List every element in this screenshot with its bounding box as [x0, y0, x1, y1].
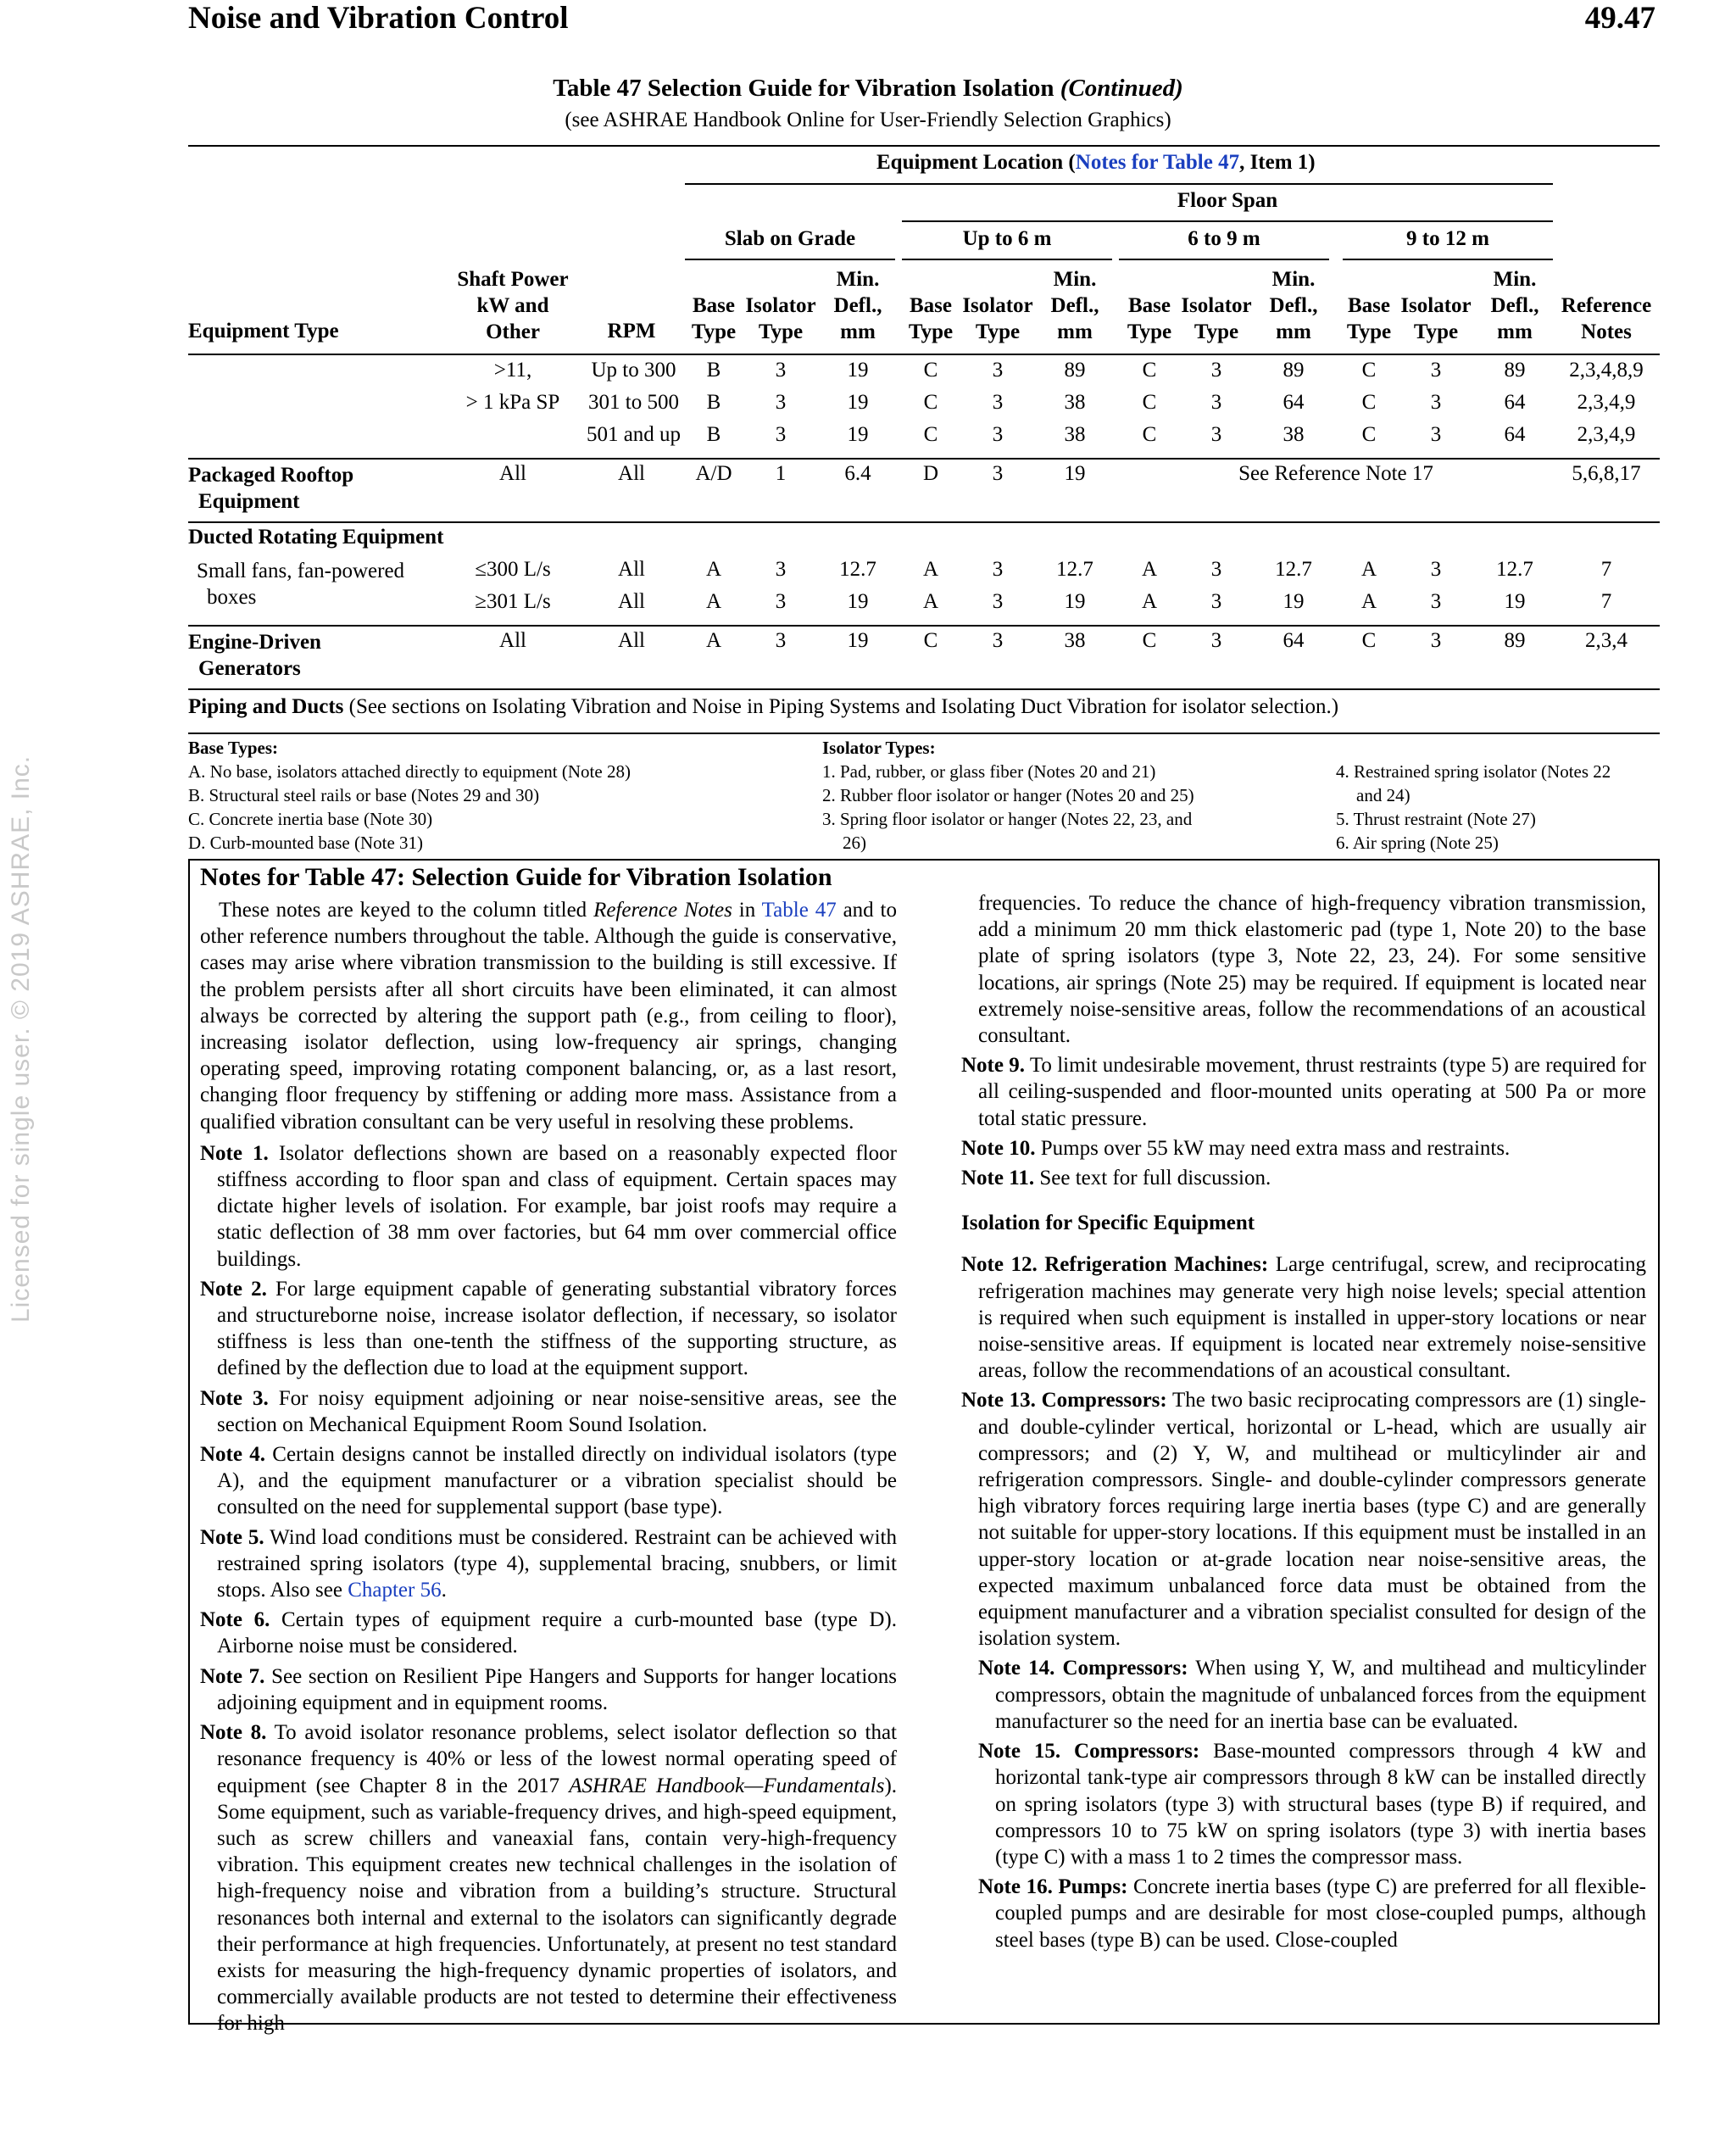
row-1-val-7: 3 [1210, 391, 1222, 414]
9to12-rule [1343, 259, 1553, 260]
rooftop-val-5: 19 [1064, 462, 1086, 485]
ducted-row-0-val-8: 12.7 [1275, 558, 1312, 581]
row-1-val-3: C [923, 391, 938, 414]
row-1-val-0: B [706, 391, 721, 414]
col-equipment-type: Equipment Type [188, 320, 339, 343]
rooftop-val-1: 1 [775, 462, 787, 485]
page-number: 49.47 [1584, 1, 1655, 36]
notes-table-47-link[interactable]: Notes for Table 47 [1075, 151, 1240, 174]
col-isolator-type-g3: Isolator Type [1400, 294, 1472, 343]
row-0-val-4: 3 [992, 359, 1004, 382]
row-1-power: > 1 kPa SP [465, 391, 560, 414]
note-3: Note 3. For noisy equipment adjoining or near noise-sensitive areas, see the section on Mechanical Equipment Room Sound Isolation. [200, 1386, 897, 1436]
row-2-val-7: 3 [1210, 423, 1222, 446]
isolation-specific-equipment-heading: Isolation for Specific Equipment [961, 1212, 1255, 1235]
row-2-rpm: 501 and up [586, 423, 682, 446]
row-2-val-9: C [1361, 423, 1377, 446]
rule-after-engine [188, 688, 1660, 690]
group-9-to-12m: 9 to 12 m [1406, 227, 1489, 250]
row-1-reference: 2,3,4,9 [1577, 391, 1636, 414]
engine-val-5: 38 [1064, 629, 1086, 652]
ducted-row-1-val-5: 19 [1064, 590, 1086, 613]
note-8-continued: frequencies. To reduce the chance of high-frequency vibration transmission, add a minimum 20 mm thick elastomeric pad (type 1, Note 20) to the base plate of spring isolators (type 3, Note 22, 23, 24). For some sensitive locations, air springs (Note 25) may be required. If equipment is located near extremely noise-sensitive areas, follow the recommendations of an acoustical consultant. [978, 892, 1646, 1048]
col-isolator-type-g1: Isolator Type [962, 294, 1033, 343]
row-0-val-8: 89 [1283, 359, 1305, 382]
note-10: Note 10. Pumps over 55 kW may need extra mass and restraints. [961, 1136, 1511, 1160]
engine-val-10: 3 [1430, 629, 1442, 652]
ducted-row-1-val-0: A [705, 590, 722, 613]
col-reference-notes: Reference Notes [1561, 294, 1652, 343]
row-1-val-4: 3 [992, 391, 1004, 414]
row-1-val-11: 64 [1504, 391, 1526, 414]
row-1-val-10: 3 [1430, 391, 1442, 414]
ducted-row-1-val-10: 3 [1430, 590, 1442, 613]
engine-power: All [499, 629, 526, 652]
ducted-row-0-val-1: 3 [775, 558, 787, 581]
row-1-val-1: 3 [775, 391, 787, 414]
note-11: Note 11. See text for full discussion. [961, 1167, 1271, 1190]
engine-rpm: All [618, 629, 645, 652]
note-14: Note 14. Compressors: When using Y, W, and multihead and multicylinder compressors, obtain the magnitude of unbalanced forces from the equipment manufacturer so the need for an inertia base can be evaluated. [978, 1657, 1647, 1733]
table-title-continued: (Continued) [1060, 75, 1183, 102]
note-5: Note 5. Wind load conditions must be considered. Restraint can be achieved with restrained spring isolators (type 4), supplemental bracing, snubbers, or limit stops. Also see Chapter 56. [200, 1525, 898, 1602]
row-1-val-5: 38 [1064, 391, 1086, 414]
ducted-row-0-val-9: A [1360, 558, 1377, 581]
note-15: Note 15. Compressors: Base-mounted compressors through 4 kW and horizontal tank-type air compressors through 8 kW can be installed directly on spring isolators (type 3) with structural bases (type B) if required, and compressors 10 to 75 kW on spring isolators (type 3) with inertia bases (type C) with a mass 1 to 2 times the compressor mass. [978, 1740, 1646, 1869]
table-bottom-rule [188, 733, 1660, 734]
ducted-row-1-reference: 7 [1600, 590, 1612, 613]
ducted-row-0-reference: 7 [1600, 558, 1612, 581]
notes-title: Notes for Table 47: Selection Guide for Vibration Isolation [200, 863, 832, 891]
engine-val-0: A [705, 629, 722, 652]
table-47-link[interactable]: Table 47 [761, 899, 837, 922]
ducted-row-1-val-3: A [922, 590, 939, 613]
row-0-val-5: 89 [1064, 359, 1086, 382]
row-0-rpm: Up to 300 [591, 359, 676, 382]
row-2-val-10: 3 [1430, 423, 1442, 446]
ducted-row-0-val-10: 3 [1430, 558, 1442, 581]
license-watermark: Licensed for single user. © 2019 ASHRAE, Inc. [7, 755, 35, 1323]
engine-val-3: C [923, 629, 938, 652]
rooftop-val-0: A/D [695, 462, 732, 485]
row-2-val-0: B [706, 423, 721, 446]
col-base-type-g1: Base Type [908, 294, 954, 343]
row-0-val-6: C [1142, 359, 1157, 382]
row-2-val-8: 38 [1283, 423, 1305, 446]
equipment-location-header: Equipment Location (Notes for Table 47, Item 1) [876, 151, 1316, 174]
col-isolator-type-g2: Isolator Type [1181, 294, 1252, 343]
col-base-type-g2: Base Type [1127, 294, 1172, 343]
rule-after-first-rows [188, 458, 1660, 460]
ducted-row-0-val-0: A [705, 558, 722, 581]
engine-val-8: 64 [1283, 629, 1305, 652]
note-9: Note 9. To limit undesirable movement, thrust restraints (type 5) are required for all ceiling-suspended and floor-mounted units operating at 500 Pa or more total static pressure. [961, 1054, 1646, 1130]
row-2-val-11: 64 [1504, 423, 1526, 446]
ducted-row-0-val-11: 12.7 [1496, 558, 1533, 581]
row-2-val-6: C [1142, 423, 1157, 446]
chapter-title: Noise and Vibration Control [188, 1, 569, 36]
engine-val-9: C [1361, 629, 1377, 652]
equipment-location-rule [685, 183, 1553, 185]
isolator-types-legend: Isolator Types: 1. Pad, rubber, or glass fiber (Notes 20 and 21) 2. Rubber floor isolator or hanger (Notes 20 and 25) 3. Spring floor isolator or hanger (Notes 22, 23, and 26) [822, 738, 1194, 853]
note-13: Note 13. Compressors: The two basic reciprocating compressors are (1) single- and double-cylinder vertical, horizontal or L-head, which are usually air compressors; and (2) Y, W, and multihead or multicylinder air and refrigeration compressors. Single- and double-cylinder compressors generate high vibratory forces requiring large inertia bases (type C) and are generally not suitable for upper-story locations. If this equipment must be installed in an upper-story location or at-grade location near noise-sensitive areas, the expected maximum unbalanced force data must be obtained from the equipment manufacturer and a vibration specialist consulted for design of the isolation system. [961, 1389, 1646, 1651]
col-shaft-power: Shaft Power kW and Other [457, 268, 569, 343]
table-title [0, 75, 1736, 103]
row-0-val-9: C [1361, 359, 1377, 382]
6to9-rule [1119, 259, 1329, 260]
group-6-to-9m: 6 to 9 m [1188, 227, 1260, 250]
ducted-row-1-val-2: 19 [847, 590, 869, 613]
rule-after-ducted [188, 625, 1660, 627]
col-min-defl-g0: Min. Defl., mm [833, 268, 882, 343]
row-1-val-9: C [1361, 391, 1377, 414]
note-4: Note 4. Certain designs cannot be installed directly on individual isolators (type A), and the equipment manufacturer or a vibration specialist should be consulted on the need for supplemental support (base type). [200, 1443, 897, 1519]
notes-column-right [961, 890, 1646, 1953]
note-12: Note 12. Refrigeration Machines: Large centrifugal, screw, and reciprocating refrigeration machines may generate very high noise levels; special attention is required when such equipment is installed in upper-story locations or near noise-sensitive areas. If equipment is located near extremely noise-sensitive areas, follow the recommendations of an acoustical consultant. [961, 1253, 1646, 1383]
note-8: Note 8. To avoid isolator resonance problems, select isolator deflection so that resonance frequency is 40% or less of the lowest normal operating speed of equipment (see Chapter 8 in the 2017 ASHRAE Handbook—Fundamentals). Some equipment, such as variable-frequency drives, and high-speed equipment, such as screw chillers and vaneaxial fans, contain very-high-frequency vibration. This equipment creates new technical challenges in the isolation of high-frequency noise and vibration from a building’s structure. Structural resonances both internal and external to the isolators can significantly degrade their performance at high frequencies. Unfortunately, at present no test standard exists for measuring the high-frequency dynamic properties of isolators, and commercially available products are not tested to determine their effectiveness for high [200, 1721, 898, 2036]
row-1-val-6: C [1142, 391, 1157, 414]
isolator-types-legend-cont: 4. Restrained spring isolator (Notes 22 and 24) 5. Thrust restraint (Note 27) 6. Air spring (Note 25) [1336, 761, 1611, 853]
engine-reference: 2,3,4 [1585, 629, 1628, 652]
col-isolator-type-g0: Isolator Type [745, 294, 816, 343]
rooftop-reference: 5,6,8,17 [1572, 462, 1641, 485]
row-0-val-11: 89 [1504, 359, 1526, 382]
row-2-val-5: 38 [1064, 423, 1086, 446]
row-1-val-8: 64 [1283, 391, 1305, 414]
row-0-val-0: B [706, 359, 721, 382]
piping-and-ducts-row: Piping and Ducts (See sections on Isolating Vibration and Noise in Piping Systems and Isolating Duct Vibration for isolator selection.) [188, 695, 1339, 718]
engine-val-1: 3 [775, 629, 787, 652]
table-title-main: Table 47 Selection Guide for Vibration Isolation [553, 75, 1054, 102]
ducted-row-0-val-4: 3 [992, 558, 1004, 581]
table-top-rule [188, 145, 1660, 147]
row-2-val-4: 3 [992, 423, 1004, 446]
ducted-row-0-val-5: 12.7 [1056, 558, 1093, 581]
row-2-val-1: 3 [775, 423, 787, 446]
ducted-row-0-val-3: A [922, 558, 939, 581]
notes-column-left [200, 897, 897, 2037]
engine-val-4: 3 [992, 629, 1004, 652]
upto6-rule [902, 259, 1112, 260]
col-base-type-g3: Base Type [1346, 294, 1392, 343]
rooftop-power: All [499, 462, 526, 485]
row-0-val-10: 3 [1430, 359, 1442, 382]
row-0-val-2: 19 [847, 359, 869, 382]
ducted-row-1-val-7: 3 [1210, 590, 1222, 613]
equipment-small-fans: Small fans, fan-powered boxes [197, 560, 405, 609]
ducted-row-0-power: ≤300 L/s [475, 558, 551, 581]
table-subtitle: (see ASHRAE Handbook Online for User-Friendly Selection Graphics) [565, 109, 1171, 131]
floor-span-rule [902, 220, 1553, 222]
ducted-row-1-val-6: A [1141, 590, 1158, 613]
ducted-row-1-val-9: A [1360, 590, 1377, 613]
ducted-row-0-val-2: 12.7 [839, 558, 876, 581]
rooftop-rpm: All [618, 462, 645, 485]
equipment-engine-driven: Engine-Driven Generators [188, 631, 321, 680]
row-0-val-1: 3 [775, 359, 787, 382]
row-1-rpm: 301 to 500 [588, 391, 679, 414]
row-1-val-2: 19 [847, 391, 869, 414]
engine-val-7: 3 [1210, 629, 1222, 652]
base-types-legend: Base Types: A. No base, isolators attached directly to equipment (Note 28) B. Structural steel rails or base (Notes 29 and 30) C. Concrete inertia base (Note 30) D. Curb-mounted base (Note 31) [188, 738, 631, 853]
group-slab-on-grade: Slab on Grade [724, 227, 856, 250]
col-min-defl-g3: Min. Defl., mm [1490, 268, 1539, 343]
engine-val-11: 89 [1504, 629, 1526, 652]
slab-rule [685, 259, 895, 260]
ducted-row-0-rpm: All [618, 558, 645, 581]
row-0-power: >11, [493, 359, 532, 382]
note-7: Note 7. See section on Resilient Pipe Hangers and Supports for hanger locations adjoining equipment and in equipment rooms. [200, 1664, 897, 1714]
rooftop-val-2: 6.4 [844, 462, 871, 485]
ducted-row-0-val-6: A [1141, 558, 1158, 581]
rooftop-val-4: 3 [992, 462, 1004, 485]
note-6: Note 6. Certain types of equipment require a curb-mounted base (type D). Airborne noise must be considered. [200, 1608, 897, 1658]
row-2-reference: 2,3,4,9 [1577, 423, 1636, 446]
ducted-row-1-power: ≥301 L/s [475, 590, 551, 613]
row-0-reference: 2,3,4,8,9 [1569, 359, 1644, 382]
col-rpm: RPM [607, 320, 656, 343]
row-2-val-3: C [923, 423, 938, 446]
col-min-defl-g2: Min. Defl., mm [1269, 268, 1318, 343]
rooftop-see-note: See Reference Note 17 [1238, 462, 1433, 485]
header-bottom-rule [188, 354, 1660, 355]
ducted-row-0-val-7: 3 [1210, 558, 1222, 581]
ducted-rotating-heading: Ducted Rotating Equipment [188, 526, 444, 549]
ducted-row-1-rpm: All [618, 590, 645, 613]
ducted-row-1-val-8: 19 [1283, 590, 1305, 613]
col-min-defl-g1: Min. Defl., mm [1050, 268, 1099, 343]
col-base-type-g0: Base Type [691, 294, 737, 343]
equipment-packaged-rooftop: Packaged Rooftop Equipment [188, 464, 354, 513]
engine-val-2: 19 [847, 629, 869, 652]
floor-span-header: Floor Span [1177, 189, 1278, 212]
rule-after-rooftop [188, 521, 1660, 523]
ducted-row-1-val-11: 19 [1504, 590, 1526, 613]
row-2-val-2: 19 [847, 423, 869, 446]
note-1: Note 1. Isolator deflections shown are based on a reasonably expected floor stiffness according to floor span and class of equipment. Certain spaces may dictate higher levels of isolation. For example, bar joist roofs may require a static deflection of 38 mm over factories, but 64 mm over commercial office buildings. [200, 1141, 897, 1271]
row-0-val-3: C [923, 359, 938, 382]
row-0-val-7: 3 [1210, 359, 1222, 382]
chapter-56-link[interactable]: Chapter 56 [348, 1579, 442, 1602]
group-up-to-6m: Up to 6 m [962, 227, 1052, 250]
engine-val-6: C [1142, 629, 1157, 652]
ducted-row-1-val-4: 3 [992, 590, 1004, 613]
rooftop-val-3: D [922, 462, 939, 485]
ducted-row-1-val-1: 3 [775, 590, 787, 613]
note-16: Note 16. Pumps: Concrete inertia bases (type C) are preferred for all flexible-coupled pumps and are desirable for most close-coupled pumps, although steel bases (type B) can be used. Close-coupled [978, 1875, 1646, 1952]
note-2: Note 2. For large equipment capable of generating substantial vibratory forces and structureborne noise, increase isolator deflection, if necessary, so isolator stiffness is less than one-tenth the stiffness of the supporting structure, as defined by the deflection due to load at the equipment support. [200, 1277, 898, 1380]
notes-intro: These notes are keyed to the column titled Reference Notes in Table 47 and to other reference numbers throughout the table. Although the guide is conservative, cases may arise where vibration transmission to the building is still excessive. If the problem persists after all short circuits have been eliminated, it can almost always be corrected by altering the support path (e.g., from ceiling to floor), increasing isolator deflection, using low-frequency air springs, changing operating speed, improving rotating component balancing, or, as a last resort, changing floor frequency by stiffening or adding more mass. Assistance from a qualified vibration consultant can be very useful in resolving these problems. [200, 899, 898, 1134]
